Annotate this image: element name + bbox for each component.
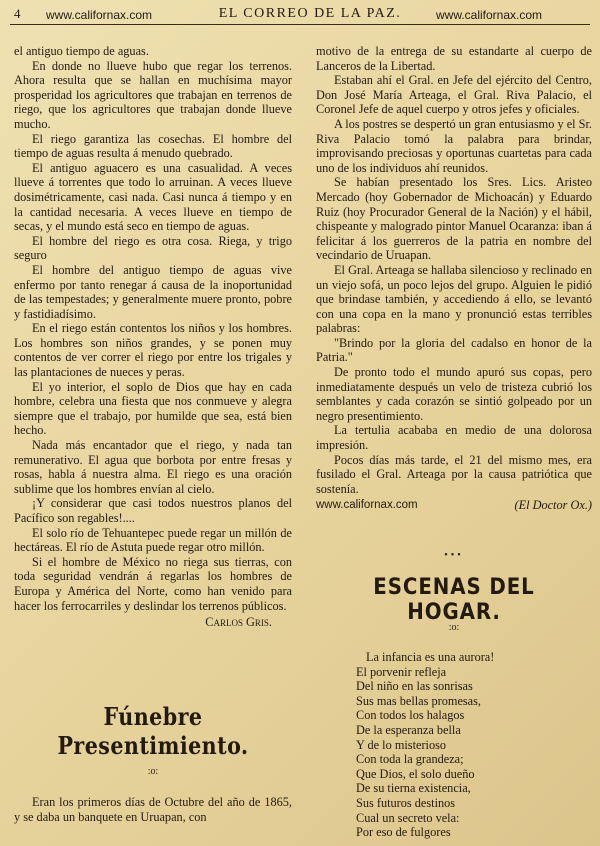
poem (356, 650, 596, 840)
header-url-right: www.californax.com (436, 8, 543, 22)
paragraph: El solo río de Tehuantepec puede regar un millón de hectáreas. El río de Astuta puede regar otro millón. (14, 525, 292, 555)
paragraph: Estaban ahí el Gral. en Jefe del ejército del Centro, Don José María Arteaga, el Gral. Riva Palacio, el Coronel Jefe de aquel cuerpo y otros jefes y oficiales. (316, 73, 592, 117)
poem-line: De su tierna existencia, (356, 781, 471, 796)
paragraph: el antiguo tiempo de aguas. (14, 44, 149, 58)
section-divider: ••• (444, 550, 464, 561)
article-body (14, 795, 292, 824)
paragraph: La tertulia acababa en medio de una dolorosa impresión. (316, 423, 592, 453)
paragraph: Eran los primeros días de Octubre del año de 1865, y se daba un banquete en Uruapan, con (14, 795, 292, 824)
poem-line: De la esperanza bella (356, 722, 461, 737)
paragraph: El antiguo aguacero es una casualidad. A veces llueve á torrentes que todo lo arruinan. A veces llueve dosimétricamente, casi nada. Casi nunca á tiempo y en la cantidad necesaria. A veces llueve en tiempo de secas, y el mundo está seco en tiempo de aguas. (14, 160, 292, 234)
paragraph: A los postres se despertó un gran entusiasmo y el Sr. Riva Palacio tomó la palabra para brindar, improvisando preciosas y oportunas cuartetas para cada uno de los individuos ahí reunidos. (316, 116, 592, 175)
paragraph: motivo de la entrega de su estandarte al cuerpo de Lanceros de la Libertad. (316, 44, 592, 73)
paragraph: ¡Y considerar que casi todos nuestros planos del Pacífico son regables!.... (14, 496, 292, 525)
poem-line: Sus futuros destinos (356, 795, 456, 810)
paragraph: Se habían presentado los Sres. Lics. Aristeo Mercado (hoy Gobernador de Michoacán) y Eduardo Ruiz (hoy Procurador General de la Nación) y el hábil, chispeante y malogrado pintor Manuel Ocaranza: iban á felicitar á los guerreros de la patria en nombre del vecindario de Uruapan. (316, 175, 592, 263)
poem-line: Con todos los halagos (356, 708, 465, 723)
ornament: :o: (448, 622, 460, 633)
section-title-escenas-del-hogar: ESCENAS DEL HOGAR. (373, 575, 535, 625)
paragraph: Pocos días más tarde, el 21 del mismo mes, era fusilado el Gral. Arteaga por la causa patriótica que sostenía. (316, 452, 592, 496)
paragraph: Nada más encantador que el riego, y nada tan remunerativo. El agua que borbota por entre fresas y rosas, habla á nuestra alma. El riego es una oración sublime que los hombres envían al cielo. (14, 438, 292, 496)
poem-line: Que Dios, el solo dueño (356, 766, 475, 781)
poem-line: Del niño en las sonrisas (356, 679, 473, 694)
body-url: www.californax.com (316, 499, 418, 512)
poem-line: Sus mas bellas promesas, (356, 693, 482, 708)
header-url-left: www.californax.com (46, 8, 153, 22)
poem-line: Cual un secreto vela: (356, 810, 460, 825)
paragraph: El hombre del antiguo tiempo de aguas vive enfermo por tanto renegar á causa de la inoportunidad de las tempestades; y generalmente muere pronto, pobre y fastidiadísimo. (14, 262, 292, 321)
ornament: :o: (147, 766, 159, 777)
signature-el-doctor-ox: (El Doctor Ox.) (514, 498, 592, 513)
paragraph: El riego garantiza las cosechas. El hombre del tiempo de aguas resulta á menudo quebrado. (14, 131, 292, 161)
poem-line: El porvenir refleja (356, 664, 447, 679)
paragraph: De pronto todo el mundo apuró sus copas, pero inmediatamente después un velo de tristeza cubrió los semblantes y cada corazón se sintió golpeado por un negro presentimiento. (316, 365, 592, 423)
poem-line: Y de lo misterioso (356, 737, 447, 752)
left-column (14, 44, 292, 630)
poem-line: Por eso de fulgores (356, 825, 451, 840)
poem-line: Con toda la grandeza; (356, 752, 464, 767)
poem-line: La infancia es una aurora! (366, 650, 495, 664)
header-rule (10, 24, 590, 25)
signature-row (316, 498, 592, 513)
right-column (316, 44, 592, 513)
paragraph: El hombre del riego es otra cosa. Riega, y trigo seguro (14, 233, 292, 263)
paragraph: En donde no llueve hubo que regar los terrenos. Ahora resulta que se hallan en muchísima mayor prosperidad los agricultores que trabajan en terrenos de riego, que los agricultores que trabajan donde llueve mucho. (14, 58, 292, 131)
paragraph: "Brindo por la gloria del cadalso en honor de la Patria." (316, 335, 592, 365)
page-number: 4 (14, 6, 21, 21)
paragraph: Si el hombre de México no riega sus tierras, con toda seguridad vendrán á regarlas los hombres de Europa y América del Norte, como han venido para hacer los ferrocarriles y deslindar los terrenos públicos. (14, 554, 292, 613)
paragraph: El Gral. Arteaga se hallaba silencioso y reclinado en un viejo sofá, un poco lejos del grupo. Alguien le pidió que brindase también, y accediendo á ello, se levantó con una copa en la mano y pronunció estas terribles palabras: (316, 262, 592, 336)
paragraph: El yo interior, el soplo de Dios que hay en cada hombre, celebra una fiesta que nos conmueve y alegra siempre que el trabajo, por humilde que sea, está bien hecho. (14, 379, 292, 438)
signature-carlos-gris: Carlos Gris. (205, 615, 272, 630)
article-title-funebre-presentimiento: Fúnebre Presentimiento. (57, 702, 249, 760)
masthead: EL CORREO DE LA PAZ. (218, 6, 402, 21)
paragraph: En el riego están contentos los niños y los hombres. Los hombres son niños grandes, y se ponen muy contentos de ver correr el riego por entre los trigales y las plantaciones de nueces y peras. (14, 321, 292, 380)
